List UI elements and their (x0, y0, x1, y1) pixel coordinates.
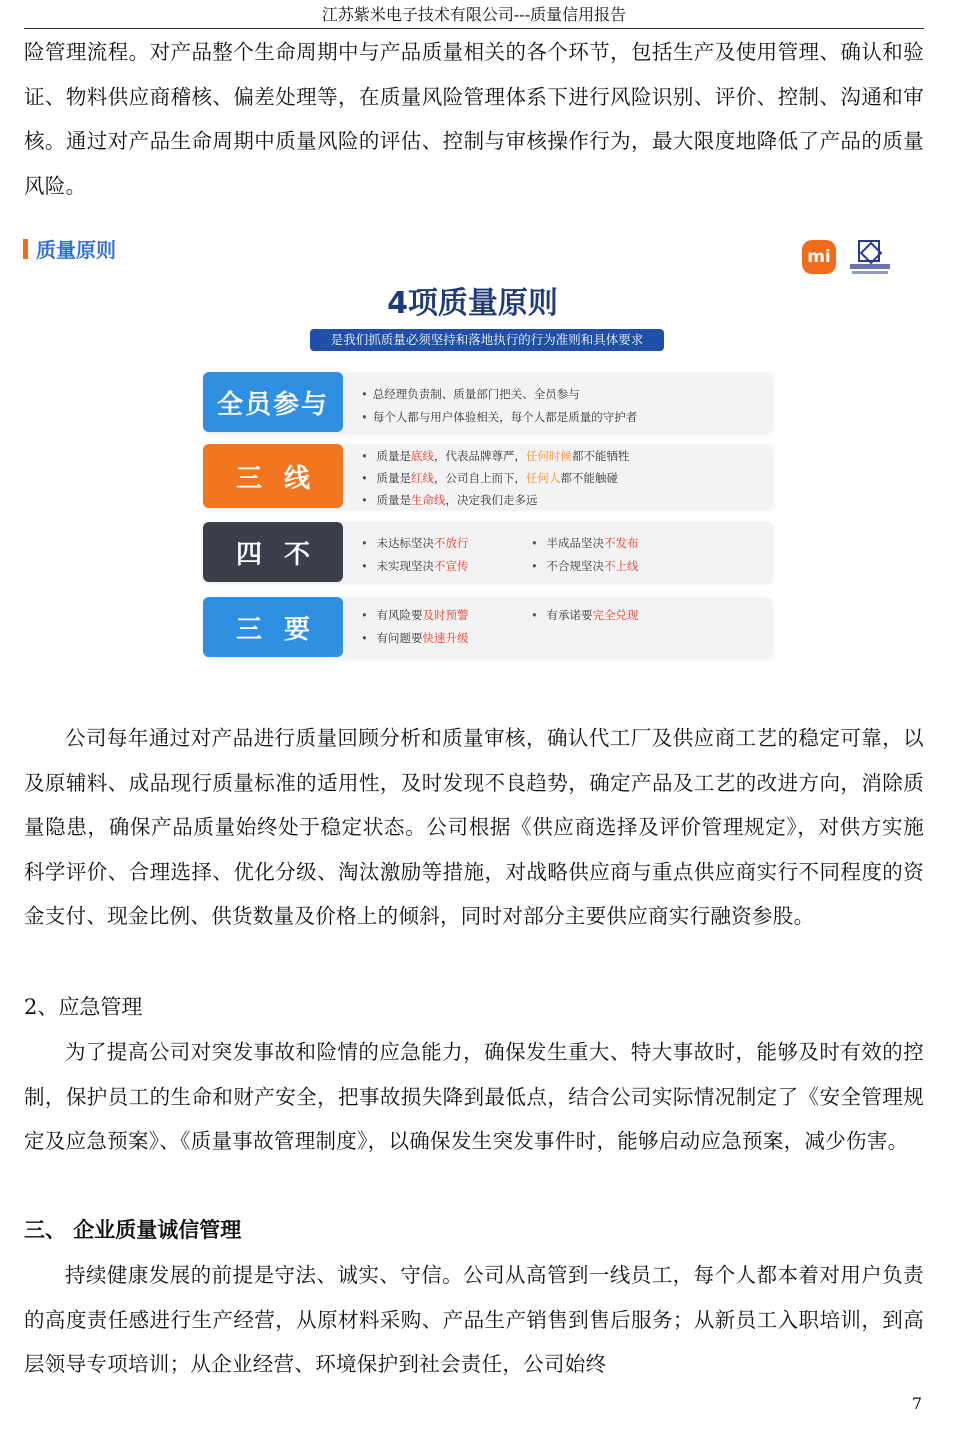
paragraph-integrity: 持续健康发展的前提是守法、诚实、守信。公司从高管到一线员工，每个人都本着对用户负责的高度责任感进行生产经营，从原材料采购、产品生产销售到售后服务；从新员工入职培训，到高层领导专项培训；从企业经营、环境保护到社会责任，公司始终 (24, 1263, 924, 1376)
principle-row-three-musts (203, 597, 773, 657)
principle-bullet: • 每个人都与用户体验相关，每个人都是质量的守护者 (361, 409, 637, 425)
principle-tag: 四不 (203, 522, 343, 582)
mi-logo-icon: mi (802, 240, 836, 274)
principle-bullet: • 有问题要快速升级 (361, 630, 468, 646)
principle-bullet: • 有承诺要完全兑现 (531, 607, 638, 623)
principle-bullet: • 未实现坚决不宣传 (361, 558, 468, 574)
figure-title: 4项质量原则 (387, 286, 558, 321)
principle-bullet: • 质量是底线，代表品牌尊严，任何时候都不能牺牲 (361, 448, 629, 464)
heading-emergency-management: 2、应急管理 (24, 995, 143, 1019)
principle-tag: 三要 (203, 597, 343, 657)
principle-tag: 全员参与 (203, 372, 343, 432)
heading-quality-integrity: 三、 企业质量诚信管理 (24, 1217, 242, 1242)
quality-principles-figure (20, 228, 925, 683)
principle-bullet: • 半成品坚决不发布 (531, 535, 638, 551)
quality-logo-icon (850, 240, 890, 276)
principle-row-all-staff (203, 372, 773, 432)
principle-bullet: • 未达标坚决不放行 (361, 535, 468, 551)
header-title: 江苏紫米电子技术有限公司---质量信用报告 (321, 5, 627, 24)
principle-bullet: • 总经理负责制、质量部门把关、全员参与 (361, 386, 580, 402)
section-title: 质量原则 (36, 238, 116, 262)
paragraph-quality-review: 公司每年通过对产品进行质量回顾分析和质量审核，确认代工厂及供应商工艺的稳定可靠，以及原辅料、成品现行质量标准的适用性，及时发现不良趋势，确定产品及工艺的改进方向，消除质量隐患，确保产品质量始终处于稳定状态。公司根据《供应商选择及评价管理规定》，对供方实施科学评价、合理选择、优化分级、淘汰激励等措施，对战略供应商与重点供应商实行不同程度的资金支付、现金比例、供货数量及价格上的倾斜，同时对部分主要供应商实行融资参股。 (24, 726, 924, 928)
principle-bullet: • 有风险要及时预警 (361, 607, 468, 623)
principle-row-four-nos (203, 522, 773, 582)
principle-row-three-lines (203, 444, 773, 508)
figure-subtitle: 是我们抓质量必须坚持和落地执行的行为准则和具体要求 (310, 329, 664, 351)
principle-tag: 三线 (203, 444, 343, 508)
principle-bullet: • 不合规坚决不上线 (531, 558, 638, 574)
paragraph-emergency: 为了提高公司对突发事故和险情的应急能力，确保发生重大、特大事故时，能够及时有效的控制，保护员工的生命和财产安全，把事故损失降到最低点，结合公司实际情况制定了《安全管理规定及应急预案》、《质量事故管理制度》，以确保发生突发事件时，能够启动应急预案，减少伤害。 (24, 1040, 924, 1153)
principle-bullet: • 质量是红线，公司自上而下，任何人都不能触碰 (361, 470, 618, 486)
page-header (24, 4, 924, 29)
paragraph-risk-management: 险管理流程。对产品整个生命周期中与产品质量相关的各个环节，包括生产及使用管理、确认和验证、物料供应商稽核、偏差处理等，在质量风险管理体系下进行风险识别、评价、控制、沟通和审核。通过对产品生命周期中质量风险的评估、控制与审核操作行为，最大限度地降低了产品的质量风险。 (24, 40, 924, 198)
page-number: 7 (911, 1394, 922, 1413)
principle-bullet: • 质量是生命线，决定我们走多远 (361, 492, 537, 508)
section-marker (23, 239, 28, 259)
